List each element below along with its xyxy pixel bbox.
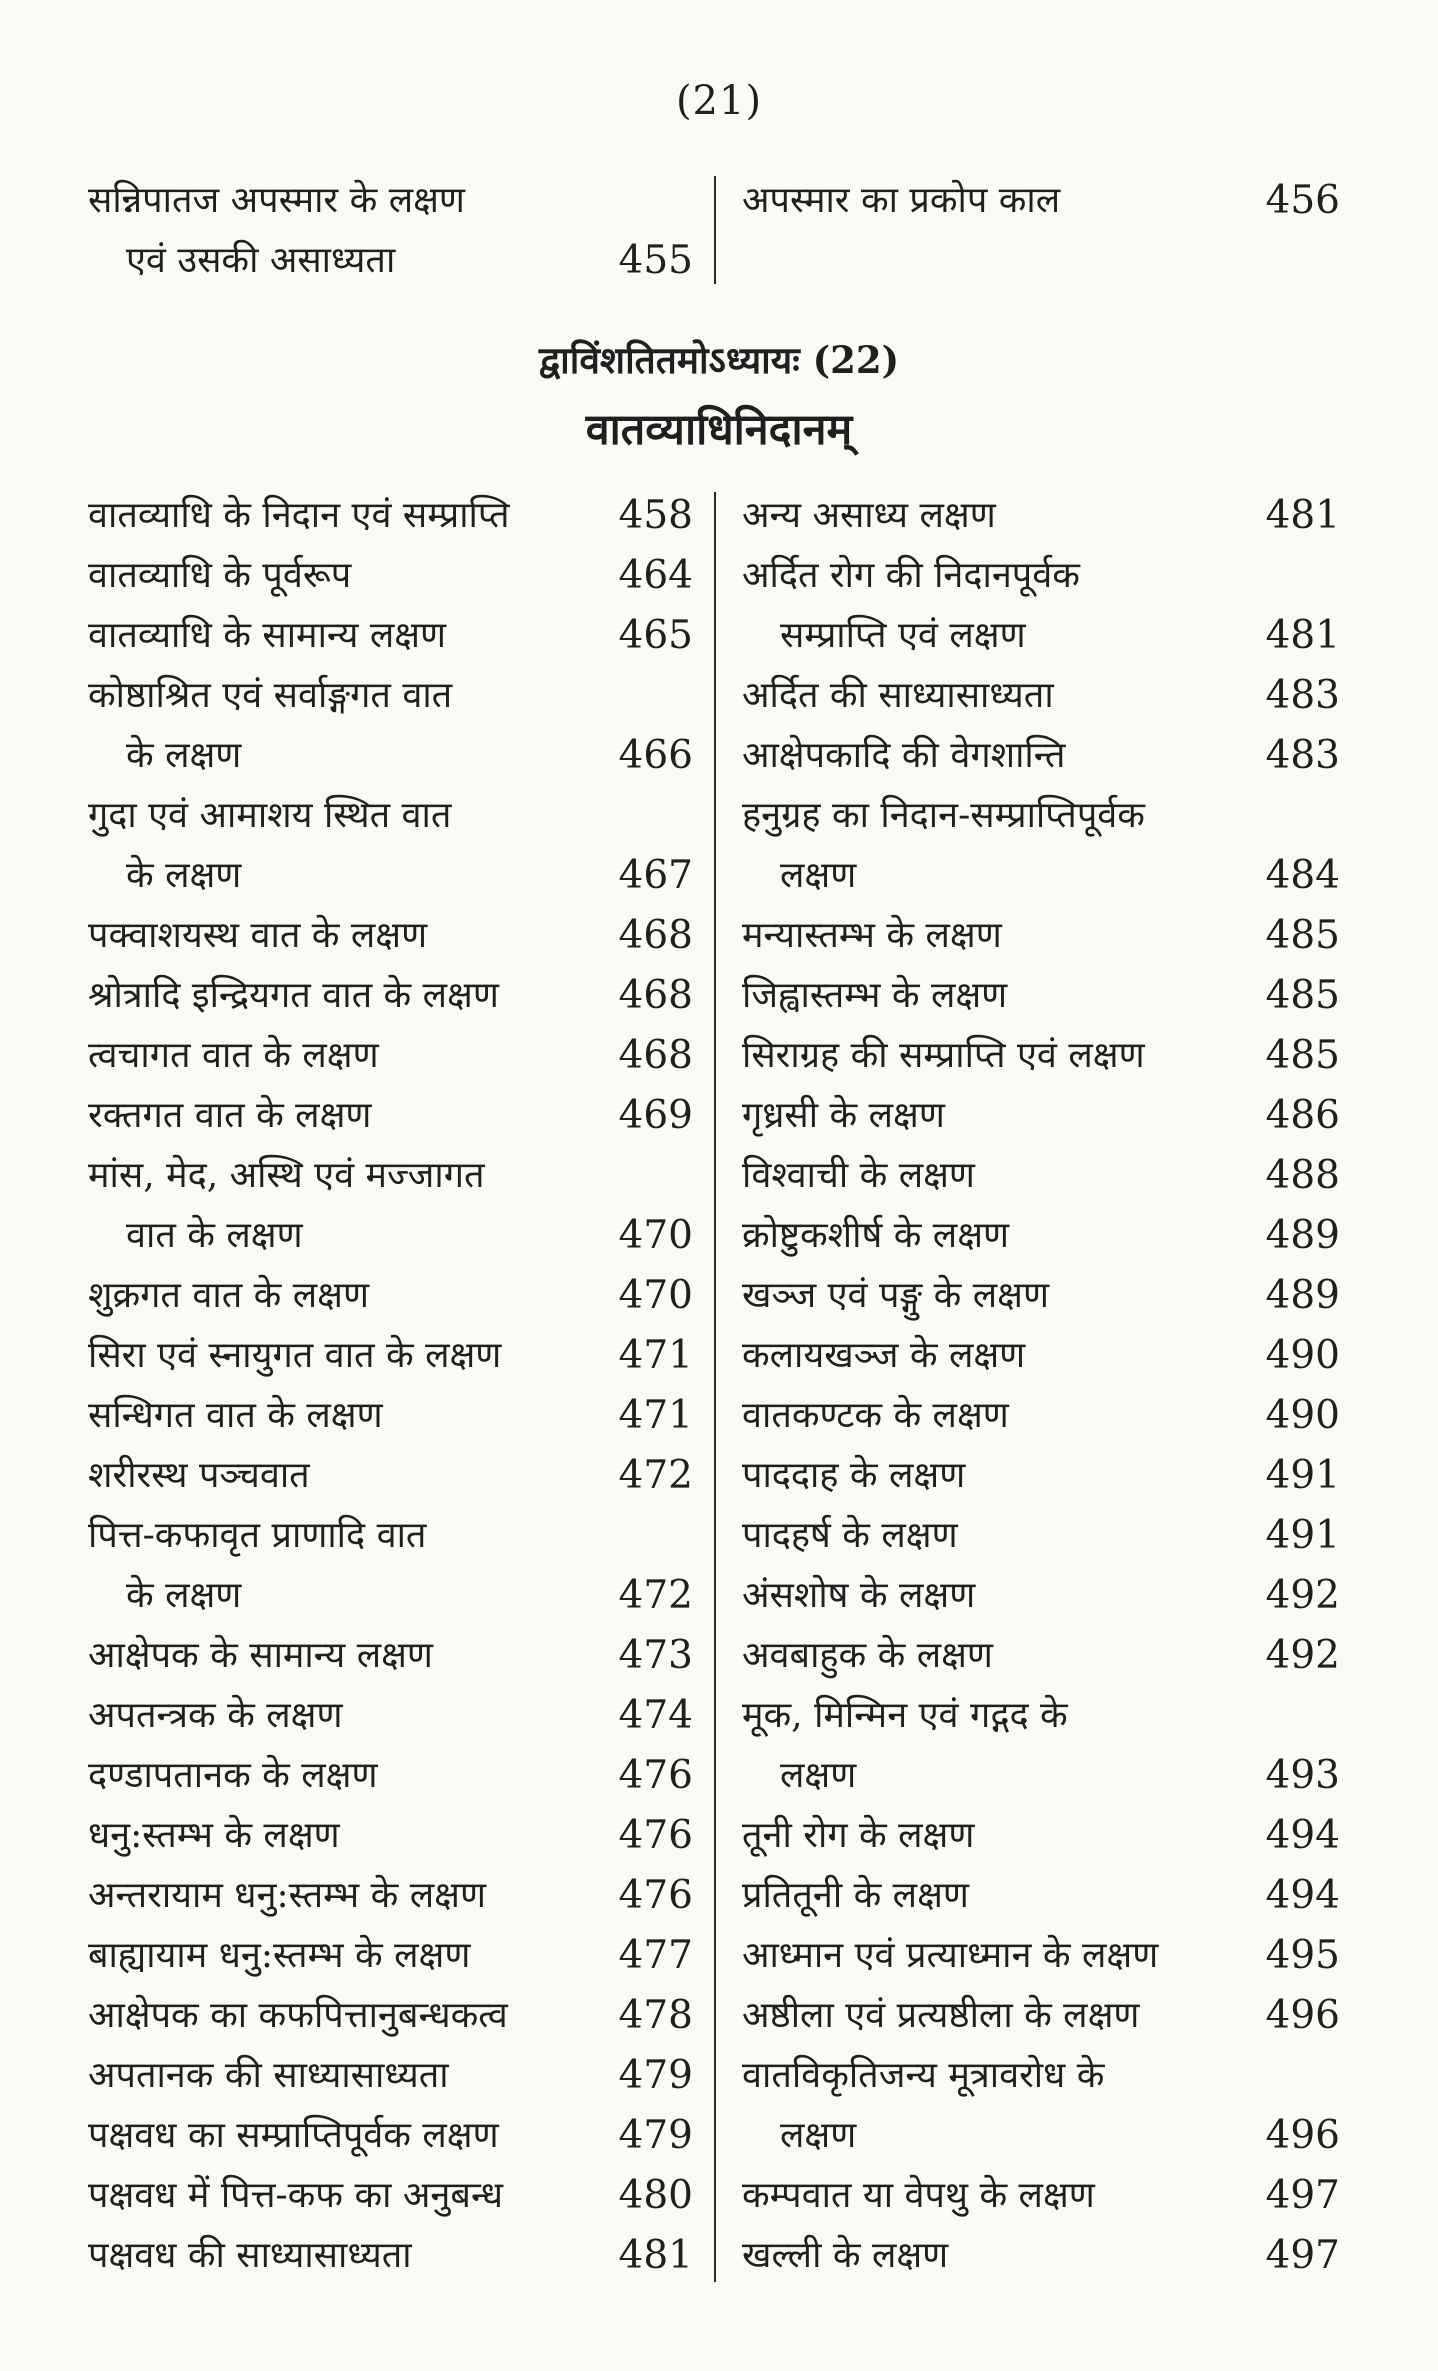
toc-entry — [742, 1146, 1340, 1206]
toc-entry-title-line: मन्यास्तम्भ के लक्षण — [742, 915, 1002, 956]
toc-entry-page-number: 469 — [618, 1093, 693, 1138]
toc-entry — [88, 1926, 693, 1986]
toc-entry — [88, 606, 693, 666]
toc-entry-title-line: हनुग्रह का निदान-सम्प्राप्तिपूर्वक — [742, 795, 1145, 836]
toc-entry-page-number: 472 — [618, 1453, 693, 1498]
toc-entry-title-line: अंसशोष के लक्षण — [742, 1575, 976, 1616]
toc-entry-title-line: एवं उसकी असाध्यता — [126, 240, 396, 281]
top-toc-right-column — [742, 171, 1340, 231]
toc-left-column — [88, 486, 693, 2286]
toc-entry — [88, 546, 693, 606]
toc-entry-page-number: 464 — [618, 553, 693, 598]
toc-entry-page-number: 476 — [618, 1873, 693, 1918]
toc-entry-title-line: प्रतितूनी के लक्षण — [742, 1875, 969, 1916]
toc-entry-page-number: 455 — [618, 238, 693, 283]
toc-entry-page-number: 483 — [1265, 673, 1340, 718]
toc-entry-page-number: 496 — [1265, 2113, 1340, 2158]
toc-entry-page-number: 490 — [1265, 1333, 1340, 1378]
toc-entry-title-line: वातव्याधि के सामान्य लक्षण — [88, 615, 447, 656]
toc-entry-page-number: 470 — [618, 1213, 693, 1258]
toc-entry-title-line: वात के लक्षण — [126, 1215, 303, 1256]
toc-entry-title-line: पक्षवध का सम्प्राप्तिपूर्वक लक्षण — [88, 2115, 499, 2156]
toc-entry — [88, 1806, 693, 1866]
toc-entry-page-number: 485 — [1265, 913, 1340, 958]
toc-entry-title-line: शरीरस्थ पञ्चवात — [88, 1455, 310, 1496]
toc-entry — [742, 786, 1340, 906]
toc-entry — [88, 1146, 693, 1266]
toc-entry — [88, 1866, 693, 1926]
toc-entry-page-number: 493 — [1265, 1753, 1340, 1798]
toc-entry — [742, 486, 1340, 546]
toc-entry-page-number: 472 — [618, 1573, 693, 1618]
toc-entry-title-line: के लक्षण — [126, 855, 242, 896]
toc-entry-page-number: 488 — [1265, 1153, 1340, 1198]
toc-entry-page-number: 471 — [618, 1393, 693, 1438]
toc-entry-title-line: अन्य असाध्य लक्षण — [742, 495, 996, 536]
toc-entry-page-number: 471 — [618, 1333, 693, 1378]
toc-entry-title-line: पक्षवध में पित्त-कफ का अनुबन्ध — [88, 2175, 504, 2216]
toc-entry — [742, 1626, 1340, 1686]
toc-entry — [742, 1026, 1340, 1086]
toc-entry-page-number: 483 — [1265, 733, 1340, 778]
toc-entry — [88, 966, 693, 1026]
toc-entry — [742, 1386, 1340, 1446]
top-column-divider — [714, 176, 716, 284]
toc-entry — [88, 2166, 693, 2226]
toc-entry-title-line: अपतन्त्रक के लक्षण — [88, 1695, 343, 1736]
toc-entry-title-line: पक्वाशयस्थ वात के लक्षण — [88, 915, 428, 956]
toc-entry-title-line: गृध्रसी के लक्षण — [742, 1095, 945, 1136]
toc-entry-page-number: 491 — [1265, 1513, 1340, 1558]
toc-entry — [742, 2166, 1340, 2226]
toc-entry-title-line: आक्षेपक का कफपित्तानुबन्धकत्व — [88, 1995, 508, 2036]
toc-entry-page-number: 494 — [1265, 1873, 1340, 1918]
toc-entry-page-number: 490 — [1265, 1393, 1340, 1438]
toc-entry-title-line: खल्ली के लक्षण — [742, 2235, 949, 2276]
toc-entry-page-number: 467 — [618, 853, 693, 898]
toc-entry — [742, 966, 1340, 1026]
toc-entry-page-number: 476 — [618, 1813, 693, 1858]
toc-entry-title-line: कलायखञ्ज के लक्षण — [742, 1335, 1026, 1376]
toc-entry-page-number: 480 — [618, 2173, 693, 2218]
toc-entry — [742, 1806, 1340, 1866]
toc-entry-page-number: 496 — [1265, 1993, 1340, 2038]
toc-entry — [88, 171, 693, 291]
toc-entry — [742, 1566, 1340, 1626]
toc-entry-page-number: 456 — [1265, 178, 1340, 223]
toc-entry-page-number: 494 — [1265, 1813, 1340, 1858]
toc-entry-title-line: वातविकृतिजन्य मूत्रावरोध के — [742, 2055, 1105, 2096]
toc-entry — [742, 726, 1340, 786]
toc-entry-page-number: 481 — [618, 2233, 693, 2278]
toc-entry-title-line: पक्षवध की साध्यासाध्यता — [88, 2235, 412, 2276]
toc-entry-page-number: 491 — [1265, 1453, 1340, 1498]
toc-entry-title-line: धनु:स्तम्भ के लक्षण — [88, 1815, 340, 1856]
toc-entry — [88, 1986, 693, 2046]
toc-entry — [88, 666, 693, 786]
chapter-title: वातव्याधिनिदानम् — [585, 405, 853, 455]
toc-entry-title-line: सन्धिगत वात के लक्षण — [88, 1395, 383, 1436]
page-number: (21) — [675, 78, 763, 124]
toc-entry-page-number: 497 — [1265, 2173, 1340, 2218]
toc-entry-page-number: 481 — [1265, 613, 1340, 658]
toc-entry — [88, 1446, 693, 1506]
toc-entry-page-number: 489 — [1265, 1213, 1340, 1258]
toc-entry — [742, 1506, 1340, 1566]
toc-entry-page-number: 477 — [618, 1933, 693, 1978]
toc-entry-page-number: 485 — [1265, 973, 1340, 1018]
chapter-number-heading: द्वाविंशतितमोऽध्यायः (22) — [538, 338, 900, 382]
toc-entry-page-number: 492 — [1265, 1633, 1340, 1678]
toc-entry — [742, 2046, 1340, 2166]
toc-entry — [88, 1746, 693, 1806]
toc-entry-page-number: 481 — [1265, 493, 1340, 538]
toc-entry-title-line: क्रोष्टुकशीर्ष के लक्षण — [742, 1215, 1010, 1256]
toc-entry — [742, 666, 1340, 726]
toc-entry-title-line: आध्मान एवं प्रत्याध्मान के लक्षण — [742, 1935, 1159, 1976]
toc-entry-title-line: सम्प्राप्ति एवं लक्षण — [780, 615, 1026, 656]
toc-entry-page-number: 474 — [618, 1693, 693, 1738]
toc-entry-title-line: अर्दित की साध्यासाध्यता — [742, 675, 1054, 716]
toc-entry — [88, 1086, 693, 1146]
toc-entry-title-line: बाह्यायाम धनु:स्तम्भ के लक्षण — [88, 1935, 471, 1976]
toc-entry — [742, 1206, 1340, 1266]
toc-entry-page-number: 465 — [618, 613, 693, 658]
toc-entry-page-number: 492 — [1265, 1573, 1340, 1618]
toc-entry-page-number: 478 — [618, 1993, 693, 2038]
toc-entry — [88, 2046, 693, 2106]
toc-entry-title-line: रक्तगत वात के लक्षण — [88, 1095, 372, 1136]
toc-entry-page-number: 468 — [618, 973, 693, 1018]
toc-entry-title-line: वातव्याधि के निदान एवं सम्प्राप्ति — [88, 495, 510, 536]
toc-entry-title-line: आक्षेपकादि की वेगशान्ति — [742, 735, 1066, 776]
toc-entry-title-line: खञ्ज एवं पङ्गु के लक्षण — [742, 1275, 1049, 1316]
toc-entry-title-line: अष्ठीला एवं प्रत्यष्ठीला के लक्षण — [742, 1995, 1140, 2036]
toc-entry — [88, 1626, 693, 1686]
toc-entry — [742, 1866, 1340, 1926]
toc-entry — [742, 1986, 1340, 2046]
toc-entry-title-line: गुदा एवं आमाशय स्थित वात — [88, 795, 452, 836]
toc-entry-title-line: तूनी रोग के लक्षण — [742, 1815, 975, 1856]
toc-entry — [742, 1926, 1340, 1986]
toc-entry — [742, 1086, 1340, 1146]
toc-entry-title-line: आक्षेपक के सामान्य लक्षण — [88, 1635, 433, 1676]
toc-entry-title-line: अपस्मार का प्रकोप काल — [742, 180, 1061, 221]
toc-entry-title-line: अर्दित रोग की निदानपूर्वक — [742, 555, 1080, 596]
toc-entry-title-line: सिराग्रह की सम्प्राप्ति एवं लक्षण — [742, 1035, 1145, 1076]
toc-entry-title-line: वातकण्टक के लक्षण — [742, 1395, 1009, 1436]
toc-entry-title-line: अपतानक की साध्यासाध्यता — [88, 2055, 449, 2096]
toc-entry — [88, 2226, 693, 2286]
toc-entry-title-line: पाददाह के लक्षण — [742, 1455, 966, 1496]
toc-entry-title-line: जिह्वास्तम्भ के लक्षण — [742, 975, 1008, 1016]
toc-entry — [88, 1386, 693, 1446]
toc-entry-title-line: मूक, मिन्मिन एवं गद्गद के — [742, 1695, 1068, 1736]
toc-entry-page-number: 479 — [618, 2053, 693, 2098]
toc-entry-page-number: 468 — [618, 1033, 693, 1078]
top-toc-left-column — [88, 171, 693, 291]
toc-entry — [88, 1686, 693, 1746]
toc-entry-page-number: 489 — [1265, 1273, 1340, 1318]
toc-entry-page-number: 479 — [618, 2113, 693, 2158]
toc-entry — [742, 171, 1340, 231]
toc-entry-title-line: पादहर्ष के लक्षण — [742, 1515, 958, 1556]
toc-entry-page-number: 486 — [1265, 1093, 1340, 1138]
toc-entry-title-line: विश्वाची के लक्षण — [742, 1155, 975, 1196]
toc-entry-page-number: 484 — [1265, 853, 1340, 898]
toc-entry-title-line: के लक्षण — [126, 735, 242, 776]
toc-entry-page-number: 485 — [1265, 1033, 1340, 1078]
toc-entry-page-number: 476 — [618, 1753, 693, 1798]
toc-entry-title-line: वातव्याधि के पूर्वरूप — [88, 555, 352, 596]
toc-entry-title-line: श्रोत्रादि इन्द्रियगत वात के लक्षण — [88, 975, 499, 1016]
toc-entry — [88, 1506, 693, 1626]
toc-entry-page-number: 470 — [618, 1273, 693, 1318]
toc-entry-title-line: अन्तरायाम धनु:स्तम्भ के लक्षण — [88, 1875, 486, 1916]
toc-entry-title-line: सिरा एवं स्नायुगत वात के लक्षण — [88, 1335, 502, 1376]
toc-entry-page-number: 473 — [618, 1633, 693, 1678]
toc-entry-title-line: कम्पवात या वेपथु के लक्षण — [742, 2175, 1095, 2216]
toc-entry — [742, 906, 1340, 966]
toc-entry-title-line: के लक्षण — [126, 1575, 242, 1616]
toc-entry — [742, 546, 1340, 666]
toc-entry — [88, 2106, 693, 2166]
toc-entry-title-line: लक्षण — [780, 2115, 857, 2156]
toc-entry-title-line: लक्षण — [780, 1755, 857, 1796]
toc-entry — [88, 1266, 693, 1326]
toc-entry — [742, 1686, 1340, 1806]
toc-entry-title-line: लक्षण — [780, 855, 857, 896]
toc-entry — [88, 786, 693, 906]
toc-entry-title-line: पित्त-कफावृत प्राणादि वात — [88, 1515, 427, 1556]
toc-entry-title-line: सन्निपातज अपस्मार के लक्षण — [88, 180, 465, 221]
toc-entry — [742, 1326, 1340, 1386]
toc-entry-title-line: मांस, मेद, अस्थि एवं मज्जागत — [88, 1155, 485, 1196]
toc-entry-title-line: शुक्रगत वात के लक्षण — [88, 1275, 370, 1316]
toc-entry — [88, 1026, 693, 1086]
toc-entry — [88, 1326, 693, 1386]
toc-entry-title-line: कोष्ठाश्रित एवं सर्वाङ्गगत वात — [88, 675, 453, 716]
toc-entry-page-number: 468 — [618, 913, 693, 958]
toc-entry-title-line: दण्डापतानक के लक्षण — [88, 1755, 378, 1796]
toc-entry — [742, 2226, 1340, 2286]
toc-entry — [88, 906, 693, 966]
toc-entry — [742, 1446, 1340, 1506]
toc-entry-title-line: त्वचागत वात के लक्षण — [88, 1035, 379, 1076]
toc-right-column — [742, 486, 1340, 2286]
toc-entry — [88, 486, 693, 546]
toc-entry-page-number: 495 — [1265, 1933, 1340, 1978]
toc-entry-page-number: 458 — [618, 493, 693, 538]
toc-entry-page-number: 497 — [1265, 2233, 1340, 2278]
toc-entry-title-line: अवबाहुक के लक्षण — [742, 1635, 993, 1676]
toc-entry — [742, 1266, 1340, 1326]
main-column-divider — [714, 492, 716, 2282]
toc-entry-page-number: 466 — [618, 733, 693, 778]
